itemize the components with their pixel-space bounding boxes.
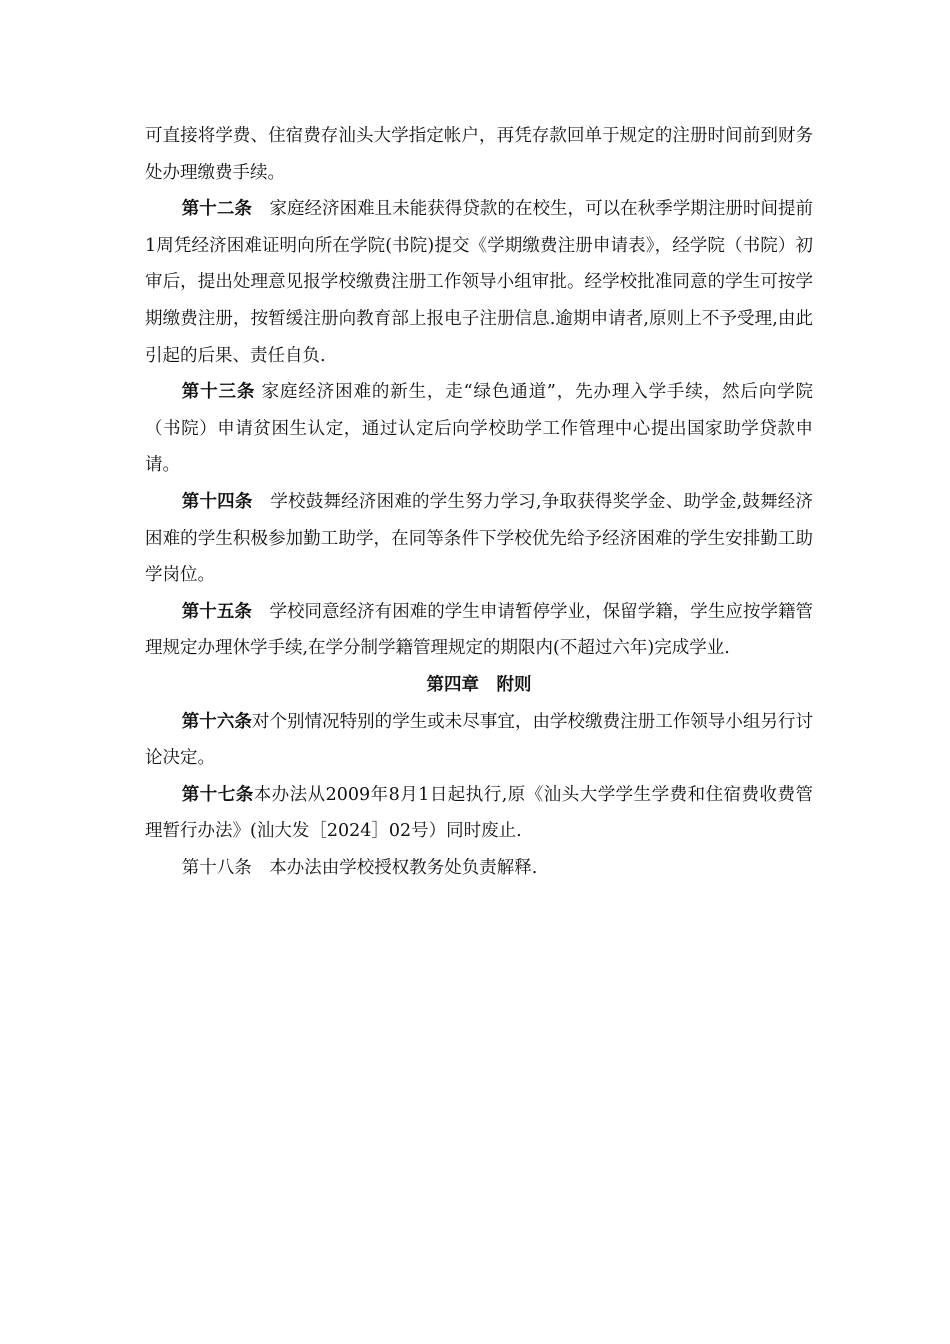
article-14 — [145, 484, 813, 594]
article-14-text: 学校鼓舞经济困难的学生努力学习,争取获得奖学金、助学金,鼓舞经济困难的学生积极参加勤工助学，在同等条件下学校优先给予经济困难的学生安排勤工助学岗位。 — [145, 491, 814, 586]
article-18: 第十八条 本办法由学校授权教务处负责解释. — [181, 857, 538, 878]
article-14-label: 第十四条 — [181, 491, 253, 512]
article-13 — [145, 374, 813, 484]
article-16-label: 第十六条 — [181, 711, 252, 732]
article-13-text: 家庭经济困难的新生，走“绿色通道”，先办理入学手续，然后向学院（书院）申请贫困生认定，通过认定后向学校助学工作管理中心提出国家助学贷款申请。 — [145, 382, 813, 476]
article-15 — [145, 594, 813, 667]
article-16 — [145, 704, 813, 777]
article-17 — [145, 777, 813, 850]
article-17-label: 第十七条 — [181, 784, 254, 805]
paragraph-continuation: 可直接将学费、住宿费存汕头大学指定帐户，再凭存款回单于规定的注册时间前到财务处办理缴费手续。 — [145, 126, 813, 183]
article-12-text: 家庭经济困难且未能获得贷款的在校生，可以在秋季学期注册时间提前1周凭经济困难证明向所在学院(书院)提交《学期缴费注册申请表》，经学院（书院）初审后，提出处理意见报学校缴费注册工作领导小组审批。经学校批准同意的学生可按学期缴费注册，按暂缓注册向教育部上报电子注册信息.逾期申请者,原则上不予受理,由此引起的后果、责任自负. — [145, 199, 814, 366]
chapter-heading: 第四章 附则 — [426, 674, 532, 695]
document-page — [145, 118, 813, 886]
article-16-text: 对个别情况特别的学生或未尽事宜，由学校缴费注册工作领导小组另行讨论决定。 — [145, 711, 814, 769]
article-13-label: 第十三条 — [181, 382, 256, 403]
article-12 — [145, 191, 813, 374]
article-12-label: 第十二条 — [181, 199, 252, 220]
article-15-label: 第十五条 — [181, 601, 252, 622]
article-17-text: 本办法从2009年8月1日起执行,原《汕头大学学生学费和住宿费收费管理暂行办法》(汕大发［2024］02号）同时废止. — [145, 784, 814, 842]
article-15-text: 学校同意经济有困难的学生申请暂停学业，保留学籍，学生应按学籍管理规定办理休学手续,在学分制学籍管理规定的期限内(不超过六年)完成学业. — [145, 601, 814, 659]
